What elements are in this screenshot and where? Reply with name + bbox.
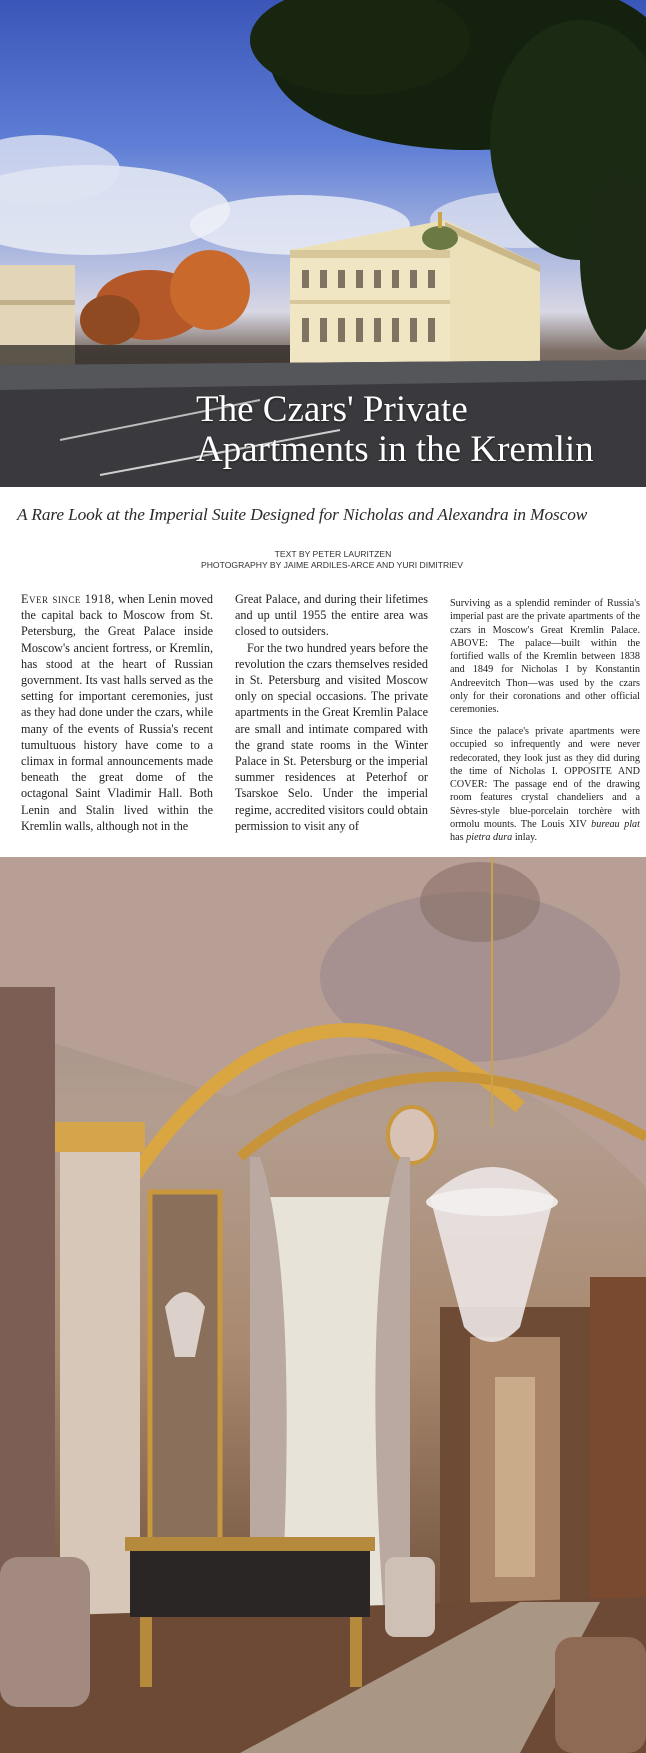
text-credit: TEXT BY PETER LAURITZEN xyxy=(274,549,392,559)
body-paragraph: For the two hundred years before the revolution the czars themselves resided in St. Petersburg and visited Moscow only on special occasions. The private apartments in the Great Kremlin Palace are small and intimate compared with the grand state rooms in the Winter Palace in St. Petersburg or the imperial summer residences at Peterhof or Tsarskoe Selo. Under the imperial regime, accredited visitors could obtain permission to visit any of xyxy=(235,640,428,833)
article-subtitle: A Rare Look at the Imperial Suite Designed for Nicholas and Alexandra in Moscow xyxy=(17,505,588,524)
caption-text: has xyxy=(450,832,467,844)
article-title xyxy=(196,390,636,470)
photo-caption-above: Surviving as a splendid reminder of Russia's imperial past are the private apartments of the czars in Moscow's Great Kremlin Palace. ABOVE: The palace—built within the fortified walls of the Kremlin between 1838 and 1849 for Nicholas I by Konstantin Andreevitch Thon—was used by the czars only for their coronations and other official ceremonies. xyxy=(450,598,640,716)
drawing-room-photo xyxy=(0,857,646,1753)
kremlin-palace-photo xyxy=(0,0,646,487)
photo-caption-cover xyxy=(450,725,640,845)
body-paragraph: Great Palace, and during their lifetimes and up until 1955 the entire area was closed to outsiders. xyxy=(235,592,428,639)
caption-text: Since the palace's private apartments were occupied so infrequently and were never redecorated, they look just as they did during the time of Nicholas I. OPPOSITE AND COVER: The passage end of the drawing room features crystal chandeliers and a Sèvres-style blue-porcelain torchère with ormolu mounts. The Louis XIV xyxy=(450,726,640,831)
body-text: when Lenin moved the capital back to Moscow from St. Petersburg, the Great Palace inside Moscow's ancient fortress, or Kremlin, has stood at the heart of Russian government. Its vast halls served as the setting for important ceremonies, just as they had done under the czars, while many of the events of Russia's recent tumultuous history have come to a climax in formal announcements made beneath the great dome of the octagonal Saint Vladimir Hall. Both Lenin and Stalin lived within the Kremlin walls, although not in the xyxy=(21,592,214,833)
body-column-1 xyxy=(21,591,213,834)
caption-italic-term: bureau plat xyxy=(591,819,640,831)
title-line-2: Apartments in the Kremlin xyxy=(196,429,594,470)
drawing-room-illustration xyxy=(0,857,646,1753)
body-column-2 xyxy=(235,591,428,834)
photo-credit: PHOTOGRAPHY BY JAIME ARDILES-ARCE AND YURI DIMITRIEV xyxy=(200,560,463,570)
caption-italic-term: pietra dura xyxy=(466,832,513,844)
title-line-1: The Czars' Private xyxy=(196,389,468,430)
body-paragraph xyxy=(21,591,213,834)
article-credits xyxy=(0,549,646,571)
caption-text: inlay. xyxy=(512,832,538,844)
lead-in: Ever since 1918, xyxy=(21,592,115,606)
